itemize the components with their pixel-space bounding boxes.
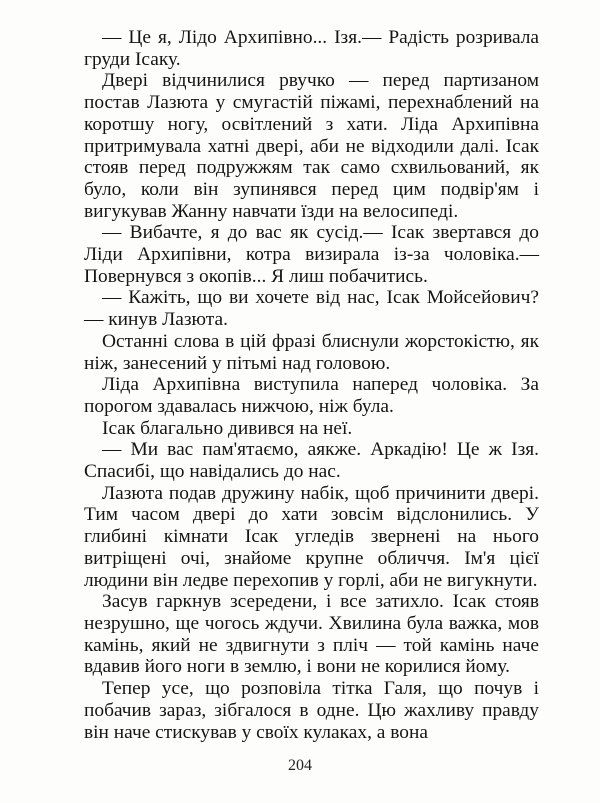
paragraph-6: Ліда Архипівна виступила наперед чоловіка. За порогом здавалась нижчою, ніж була. xyxy=(84,374,539,417)
paragraph-7: Ісак благально дивився на неї. xyxy=(102,417,353,439)
paragraph-4: — Кажіть, що ви хочете від нас, Ісак Мойсейович?— кинув Лазюта. xyxy=(84,287,539,331)
paragraph-1: — Це я, Лідо Архипівно... Ізя.— Радість розривала груди Ісаку. xyxy=(84,27,539,70)
paragraph-2: Двері відчинилися рвучко — перед партизаном постав Лазюта у смугастій піжамі, перехнаблений на коротшу ногу, освітлений з хати. Ліда Архипівна притримувала хатні двері, аби не відходили далі. Ісак стояв перед подружжям так само схвильований, як було, коли він зупинявся перед цим подвір'ям і вигукував Жанну навчати їзди на велосипеді. xyxy=(84,70,539,222)
body-text xyxy=(84,27,539,743)
paragraph-3: — Вибачте, я до вас як сусід.— Ісак звертався до Ліди Архипівни, котра визирала із-за чоловіка.— Повернувся з окопів... Я лиш побачитись. xyxy=(84,222,539,287)
paragraph-10: Засув гаркнув зсередени, і все затихло. Ісак стояв незрушно, ще чогось ждучи. Хвилина була важка, мов камінь, який не здвигнути з пліч — той камінь наче вдавив його ноги в землю, і вони не корилися йому. xyxy=(84,591,539,678)
paragraph-11: Тепер усе, що розповіла тітка Галя, що почув і побачив зараз, зібгалося в одне. Цю жахливу правду він наче стискував у своїх кулаках, а вона xyxy=(84,678,539,743)
paragraph-5: Останні слова в цій фразі блиснули жорстокістю, як ніж, занесений у пітьмі над головою. xyxy=(84,330,539,374)
page-number: 204 xyxy=(288,757,312,774)
paragraph-9: Лазюта подав дружину набік, щоб причинити двері. Тим часом двері до хати зовсім відслонились. У глибині кімнати Ісак угледів звернені на нього витріщені очі, знайоме крупне обличчя. Ім'я цієї людини він ледве перехопив у горлі, аби не вигукнути. xyxy=(84,482,539,591)
paragraph-8: — Ми вас пам'ятаємо, аякже. Аркадію! Це ж Ізя. Спасибі, що навідались до нас. xyxy=(84,439,539,483)
